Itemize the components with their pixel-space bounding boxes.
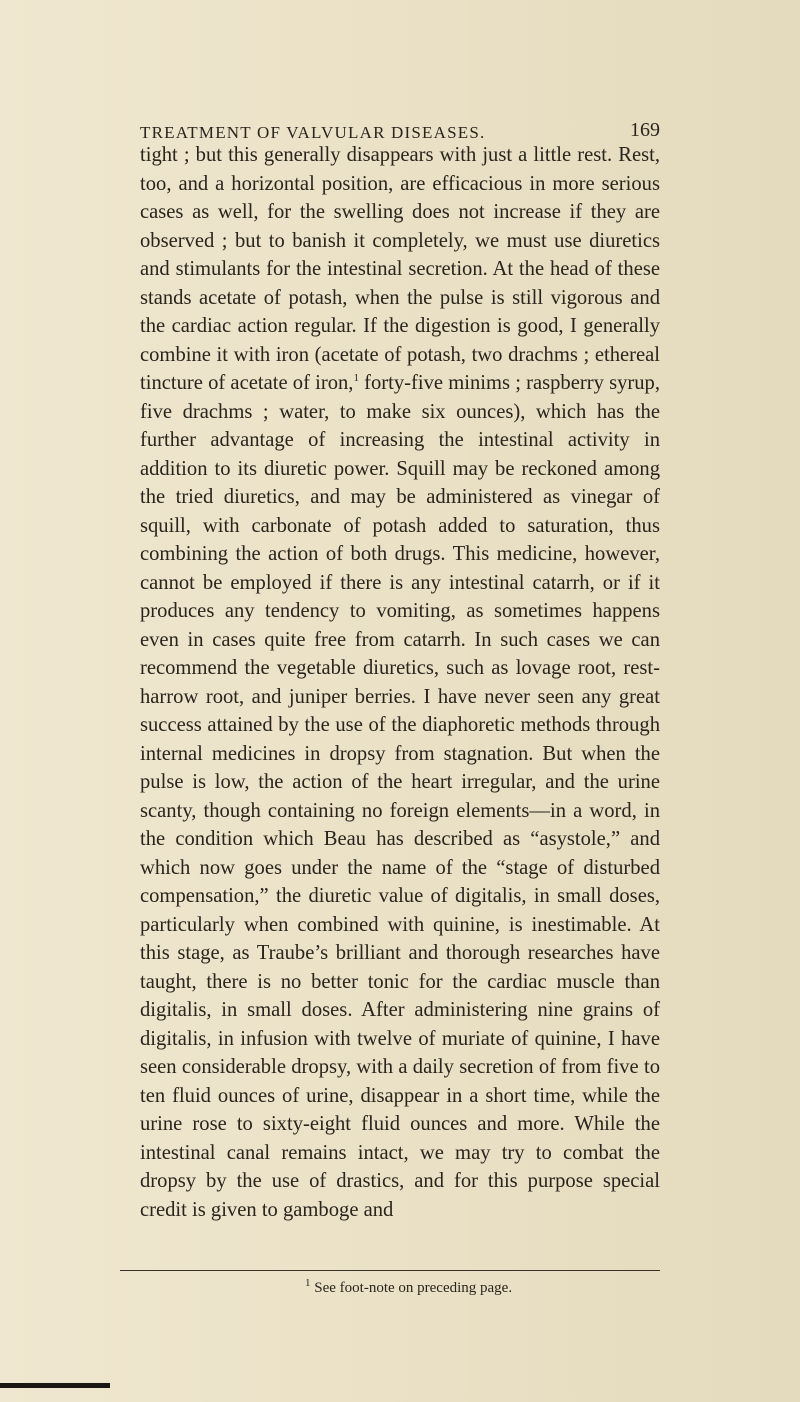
page-edge-mark <box>0 1383 110 1388</box>
footnote <box>305 1277 513 1297</box>
body-text-part-2: forty-five minims ; raspberry syrup, five drachms ; water, to make six ounces), which has the further advantage of increasing the intestinal activity in addition to its diuretic power. Squill may be reckoned among the tried diuretics, and may be administered as vinegar of squill, with carbonate of potash added to saturation, thus combining the action of both drugs. This medicine, however, cannot be employed if there is any intestinal catarrh, or if it produces any tendency to vomiting, as sometimes happens even in cases quite free from catarrh. In such cases we can recommend the vegetable diuretics, such as lovage root, rest-harrow root, and juniper berries. I have never seen any great success attained by the use of the diaphoretic methods through internal medicines in dropsy from stagnation. But when the pulse is low, the action of the heart irregular, and the urine scanty, though containing no foreign elements—in a word, in the condition which Beau has described as “asystole,” and which now goes under the name of the “stage of disturbed compensation,” the diuretic value of digitalis, in small doses, particularly when combined with quinine, is inestimable. At this stage, as Traube’s brilliant and thorough researches have taught, there is no better tonic for the cardiac muscle than digitalis, in small doses. After administering nine grains of digitalis, in infusion with twelve of muriate of quinine, I have seen considerable dropsy, with a daily secretion of from five to ten fluid ounces of urine, disappear in a short time, while the urine rose to sixty-eight fluid ounces and more. While the intestinal canal remains intact, we may try to combat the dropsy by the use of drastics, and for this purpose special credit is given to gamboge and <box>140 372 660 1221</box>
footnote-reference: 1 <box>353 372 359 385</box>
body-text-part-1: tight ; but this generally disappears with just a little rest. Rest, too, and a horizontal position, are efficacious in more serious cases as well, for the swelling does not increase if they are observed ; but to banish it completely, we must use diuretics and stimulants for the intestinal secretion. At the head of these stands acetate of potash, when the pulse is still vigorous and the cardiac action regular. If the digestion is good, I generally combine it with iron (acetate of potash, two drachms ; ethereal tincture of acetate of iron, <box>140 144 660 394</box>
running-title: TREATMENT OF VALVULAR DISEASES. <box>140 123 486 142</box>
running-header <box>140 119 660 143</box>
footnote-text: See foot-note on preceding page. <box>310 1280 513 1296</box>
body-text <box>140 141 660 1224</box>
page-number: 169 <box>630 119 660 141</box>
footnote-marker: 1 <box>305 1277 311 1289</box>
body-paragraph <box>140 141 660 1224</box>
footnote-rule <box>120 1270 660 1271</box>
